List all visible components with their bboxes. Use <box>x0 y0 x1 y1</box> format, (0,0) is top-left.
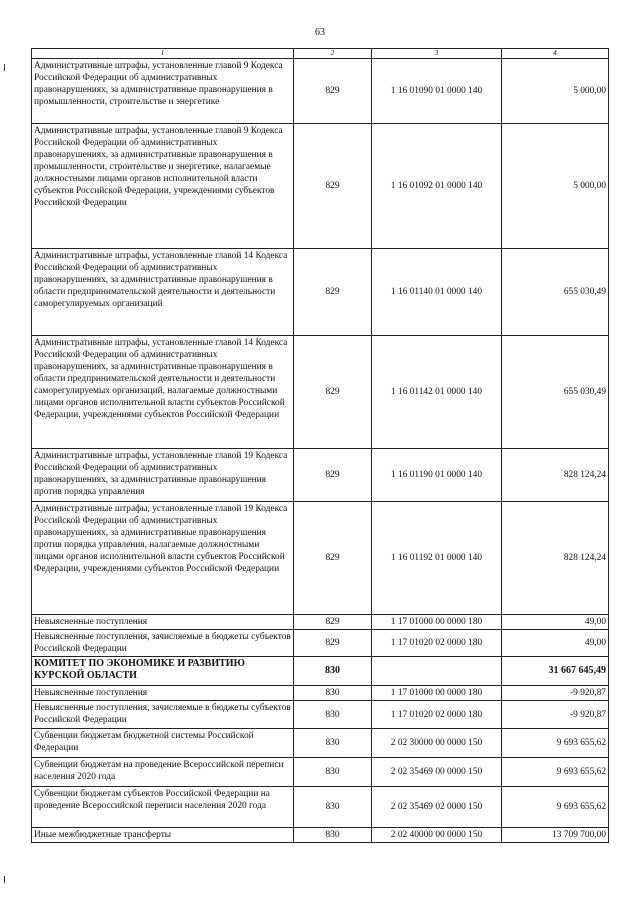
description-cell: Административные штрафы, установленные главой 19 Кодекса Российской Федерации об административных правонарушениях, за административные правонарушения против порядка управления, налагаемые должностными лицами органов исполнительной власти субъектов Российской Федерации, учреждениями субъектов Российской Федерации <box>32 502 294 615</box>
budget-code-cell: 1 16 01190 01 0000 140 <box>372 449 502 502</box>
amount-cell: 655 030,49 <box>502 336 609 449</box>
admin-code-cell: 829 <box>294 124 372 249</box>
budget-code-cell: 1 16 01192 01 0000 140 <box>372 502 502 615</box>
admin-code-cell: 829 <box>294 615 372 630</box>
budget-code-cell: 1 16 01140 01 0000 140 <box>372 249 502 336</box>
budget-code-cell: 1 16 01092 01 0000 140 <box>372 124 502 249</box>
table-row <box>32 828 609 843</box>
description-cell: Административные штрафы, установленные главой 14 Кодекса Российской Федерации об административных правонарушениях, за административные правонарушения в области предпринимательской деятельности и деятельности саморегулируемых организаций, налагаемые должностными лицами органов исполнительной власти субъектов Российской Федерации, учреждениями субъектов Российской Федерации <box>32 336 294 449</box>
admin-code-cell: 830 <box>294 686 372 701</box>
description-cell: Невыясненные поступления <box>32 615 294 630</box>
description-cell: Субвенции бюджетам бюджетной системы Российской Федерации <box>32 729 294 758</box>
admin-code-cell: 829 <box>294 502 372 615</box>
admin-code-cell: 830 <box>294 828 372 843</box>
admin-code-cell: 830 <box>294 729 372 758</box>
admin-code-cell: 829 <box>294 59 372 124</box>
budget-code-cell: 2 02 40000 00 0000 150 <box>372 828 502 843</box>
description-cell: Иные межбюджетные трансферты <box>32 828 294 843</box>
table-row <box>32 630 609 657</box>
description-cell: Административные штрафы, установленные главой 9 Кодекса Российской Федерации об административных правонарушениях, за административные правонарушения в промышленности, строительстве и энергетике, налагаемые должностными лицами органов исполнительной власти субъектов Российской Федерации, учреждениями субъектов Российской Федерации <box>32 124 294 249</box>
budget-code-cell: 1 17 01020 02 0000 180 <box>372 630 502 657</box>
description-cell: Невыясненные поступления <box>32 686 294 701</box>
amount-cell: -9 920,87 <box>502 701 609 729</box>
admin-code-cell: 829 <box>294 249 372 336</box>
table-row <box>32 449 609 502</box>
description-cell: Административные штрафы, установленные главой 9 Кодекса Российской Федерации об административных правонарушениях, за административные правонарушения в промышленности, строительстве и энергетике <box>32 59 294 124</box>
left-margin-mark <box>4 64 9 71</box>
table-row <box>32 729 609 758</box>
column-number: 2 <box>294 49 372 59</box>
budget-code-cell: 1 17 01000 00 0000 180 <box>372 686 502 701</box>
budget-code-cell: 1 17 01020 02 0000 180 <box>372 701 502 729</box>
description-cell: Субвенции бюджетам субъектов Российской Федерации на проведение Всероссийской переписи населения 2020 года <box>32 787 294 828</box>
admin-code-cell: 830 <box>294 701 372 729</box>
admin-code-cell: 830 <box>294 758 372 787</box>
amount-cell: 9 693 655,62 <box>502 758 609 787</box>
table-row <box>32 502 609 615</box>
table-row <box>32 124 609 249</box>
amount-cell: 9 693 655,62 <box>502 787 609 828</box>
table-row <box>32 657 609 686</box>
table-row <box>32 758 609 787</box>
admin-code-cell: 829 <box>294 630 372 657</box>
description-cell: Невыясненные поступления, зачисляемые в бюджеты субъектов Российской Федерации <box>32 701 294 729</box>
amount-cell: 5 000,00 <box>502 124 609 249</box>
column-number: 3 <box>372 49 502 59</box>
description-cell: Субвенции бюджетам на проведение Всероссийской переписи населения 2020 года <box>32 758 294 787</box>
admin-code-cell: 829 <box>294 449 372 502</box>
budget-code-cell: 2 02 35469 00 0000 150 <box>372 758 502 787</box>
budget-code-cell: 1 17 01000 00 0000 180 <box>372 615 502 630</box>
admin-code-cell: 830 <box>294 657 372 686</box>
budget-code-cell <box>372 657 502 686</box>
table-row <box>32 59 609 124</box>
amount-cell: 5 000,00 <box>502 59 609 124</box>
amount-cell: 31 667 645,49 <box>502 657 609 686</box>
column-number-row <box>32 49 609 59</box>
description-cell: Невыясненные поступления, зачисляемые в бюджеты субъектов Российской Федерации <box>32 630 294 657</box>
description-cell: Административные штрафы, установленные главой 19 Кодекса Российской Федерации об административных правонарушениях, за административные правонарушения против порядка управления <box>32 449 294 502</box>
budget-code-cell: 1 16 01090 01 0000 140 <box>372 59 502 124</box>
column-number: 4 <box>502 49 609 59</box>
budget-code-cell: 1 16 01142 01 0000 140 <box>372 336 502 449</box>
left-margin-mark <box>4 876 9 883</box>
budget-code-cell: 2 02 30000 00 0000 150 <box>372 729 502 758</box>
amount-cell: 49,00 <box>502 630 609 657</box>
admin-code-cell: 829 <box>294 336 372 449</box>
amount-cell: 828 124,24 <box>502 449 609 502</box>
amount-cell: -9 920,87 <box>502 686 609 701</box>
table-row <box>32 249 609 336</box>
budget-code-cell: 2 02 35469 02 0000 150 <box>372 787 502 828</box>
table-row <box>32 686 609 701</box>
table-row <box>32 336 609 449</box>
description-cell: Административные штрафы, установленные главой 14 Кодекса Российской Федерации об административных правонарушениях, за административные правонарушения в области предпринимательской деятельности и деятельности саморегулируемых организаций <box>32 249 294 336</box>
amount-cell: 9 693 655,62 <box>502 729 609 758</box>
amount-cell: 49,00 <box>502 615 609 630</box>
amount-cell: 13 709 700,00 <box>502 828 609 843</box>
table-row <box>32 787 609 828</box>
column-number: 1 <box>32 49 294 59</box>
amount-cell: 655 030,49 <box>502 249 609 336</box>
amount-cell: 828 124,24 <box>502 502 609 615</box>
description-cell: КОМИТЕТ ПО ЭКОНОМИКЕ И РАЗВИТИЮ КУРСКОЙ ОБЛАСТИ <box>32 657 294 686</box>
table-row <box>32 701 609 729</box>
admin-code-cell: 830 <box>294 787 372 828</box>
budget-table <box>31 48 609 843</box>
table-row <box>32 615 609 630</box>
page-number: 63 <box>315 27 325 38</box>
